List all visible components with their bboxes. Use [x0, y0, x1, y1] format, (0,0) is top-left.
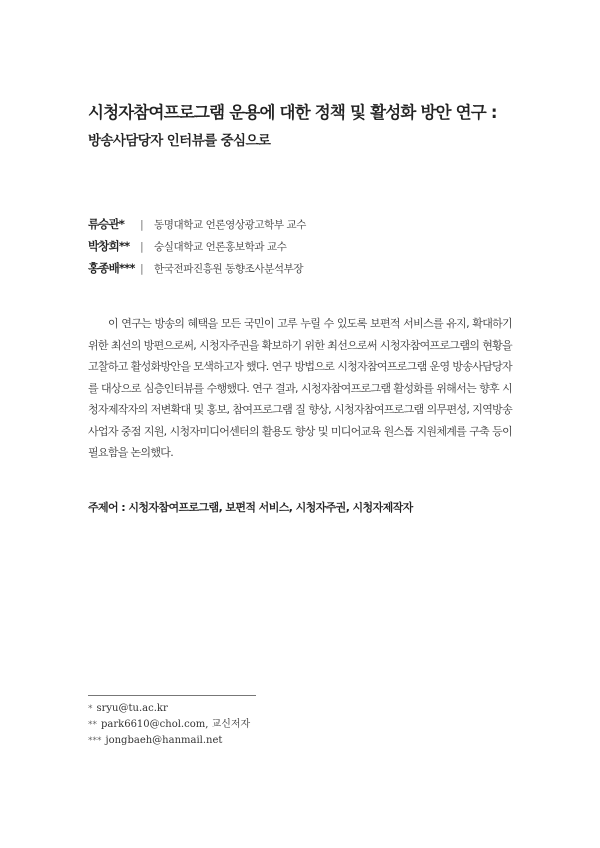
- author-affiliation: 동명대학교 언론영상광고학부 교수: [154, 218, 307, 231]
- author-separator: |: [140, 217, 144, 231]
- footnote-divider: [88, 695, 256, 696]
- footnote-text: jongbaeh@hanmail.net: [105, 735, 223, 746]
- footnote: [88, 701, 250, 717]
- abstract-text: 이 연구는 방송의 혜택을 모든 국민이 고루 누릴 수 있도록 보편적 서비스를 유지, 확대하기 위한 최선의 방편으로써, 시청자주권을 확보하기 위한 최선으로써 시청자참여프로그램의 현황을 고찰하고 활성화방안을 모색하고자 했다. 연구 방법으로 시청자참여프로그램 운영 방송사담당자를 대상으로 심층인터뷰를 수행했다. 연구 결과, 시청자참여프로그램 활성화를 위해서는 향후 시청자제작자의 저변확대 및 홍보, 참여프로그램 질 향상, 시청자참여프로그램 의무편성, 지역방송사업자 중점 지원, 시청자미디어센터의 활용도 향상 및 미디어교육 원스톱 지원체계를 구축 등이 필요함을 논의했다.: [88, 317, 512, 459]
- author-entry: [88, 258, 306, 278]
- keywords: 주제어 : 시청자참여프로그램, 보편적 서비스, 시청자주권, 시청자제작자: [88, 501, 413, 514]
- footnote-text: sryu@tu.ac.kr: [96, 703, 168, 714]
- author-list: [88, 214, 306, 280]
- footnote-text: park6610@chol.com, 교신저자: [101, 719, 251, 730]
- author-entry: [88, 236, 306, 256]
- footnote-mark: **: [88, 720, 97, 730]
- footnote: [88, 733, 250, 749]
- footnote-mark: ***: [88, 736, 102, 746]
- footnote: [88, 717, 250, 733]
- paper-title: 시청자참여프로그램 운용에 대한 정책 및 활성화 방안 연구 :: [88, 103, 497, 122]
- author-entry: [88, 214, 306, 234]
- author-name: 류승관*: [88, 217, 125, 231]
- paper-subtitle: 방송사담당자 인터뷰를 중심으로: [88, 133, 271, 149]
- author-name: 박창희**: [88, 239, 130, 253]
- author-name: 홍종배***: [88, 261, 135, 275]
- author-separator: |: [140, 261, 144, 275]
- footnote-mark: *: [88, 704, 93, 714]
- footnote-list: [88, 701, 250, 749]
- author-affiliation: 한국전파진흥원 동향조사분석부장: [154, 262, 304, 275]
- author-affiliation: 숭실대학교 언론홍보학과 교수: [154, 240, 287, 253]
- author-separator: |: [140, 239, 144, 253]
